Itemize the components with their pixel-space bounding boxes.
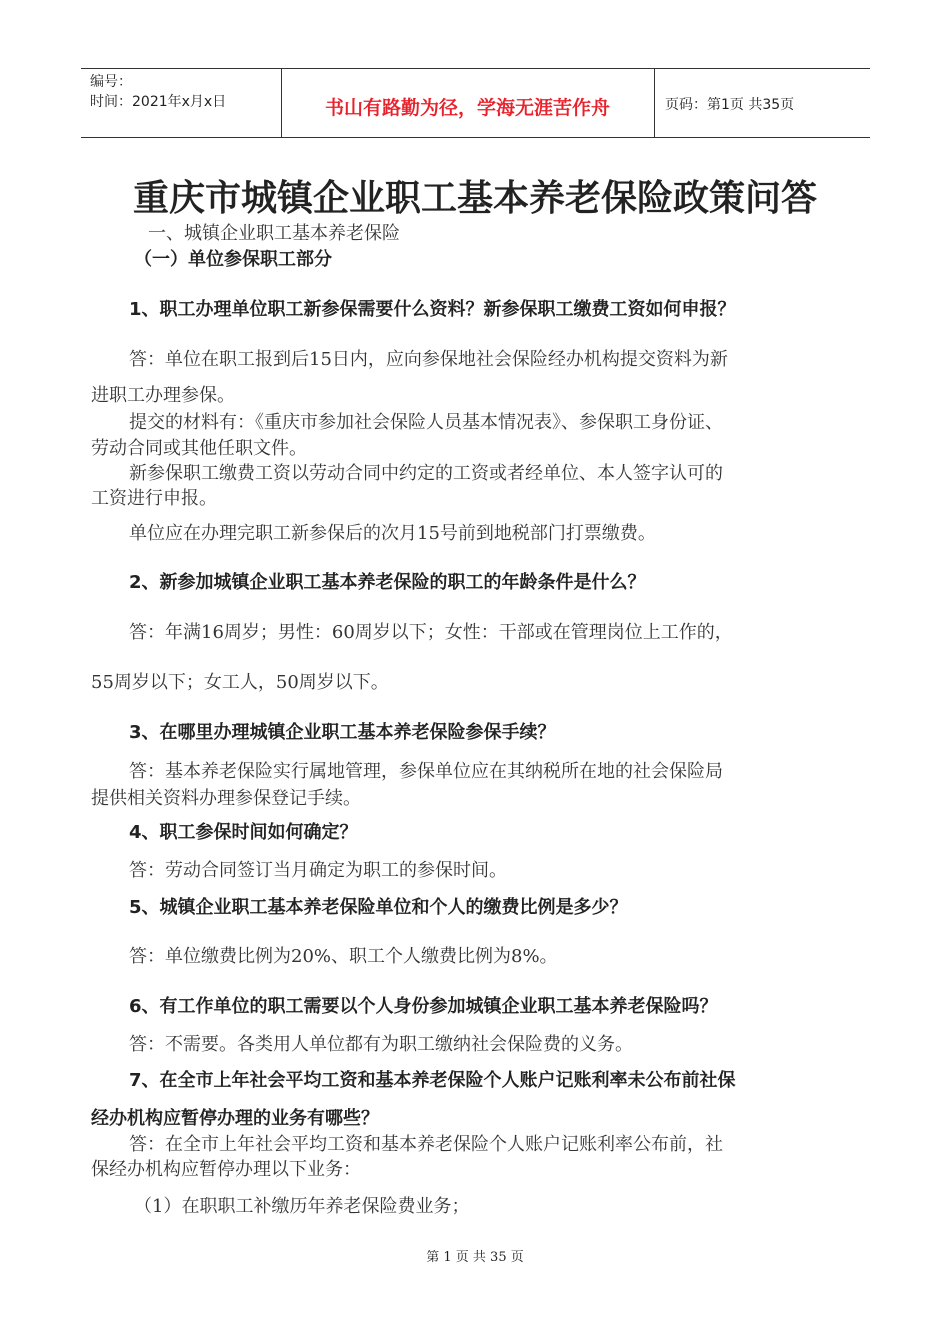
subsection-heading: （一）单位参保职工部分 [134, 249, 332, 270]
header-motto-cell [281, 69, 655, 137]
answer-line: 提供相关资料办理参保登记手续。 [91, 788, 361, 809]
answer-line: 答：单位缴费比例为20%、职工个人缴费比例为8%。 [129, 946, 558, 967]
answer-line: 答：不需要。各类用人单位都有为职工缴纳社会保险费的义务。 [129, 1034, 633, 1055]
question-1: 1、职工办理单位职工新参保需要什么资料？新参保职工缴费工资如何申报？ [129, 299, 736, 320]
header-info-cell [81, 69, 282, 137]
answer-line: 答：基本养老保险实行属地管理，参保单位应在其纳税所在地的社会保险局 [129, 761, 723, 782]
number-label: 编号： [90, 74, 132, 90]
answer-line: 单位应在办理完职工新参保后的次月15号前到地税部门打票缴费。 [129, 523, 656, 544]
question-6: 6、有工作单位的职工需要以个人身份参加城镇企业职工基本养老保险吗？ [129, 996, 718, 1017]
answer-line: 答：单位在职工报到后15日内，应向参保地社会保险经办机构提交资料为新 [129, 349, 728, 370]
question-5: 5、城镇企业职工基本养老保险单位和个人的缴费比例是多少？ [129, 897, 628, 918]
answer-line: 新参保职工缴费工资以劳动合同中约定的工资或者经单位、本人签字认可的 [129, 463, 723, 484]
page-label: 页码：第1页 共35页 [665, 97, 795, 113]
answer-line: 工资进行申报。 [91, 488, 217, 509]
answer-line: 答：劳动合同签订当月确定为职工的参保时间。 [129, 860, 507, 881]
section-heading: 一、城镇企业职工基本养老保险 [148, 223, 400, 244]
answer-line: 进职工办理参保。 [91, 385, 235, 406]
answer-line: 答：年满16周岁；男性：60周岁以下；女性：干部或在管理岗位上工作的， [129, 622, 733, 643]
answer-line: 提交的材料有：《重庆市参加社会保险人员基本情况表》、参保职工身份证、 [129, 412, 723, 433]
motto: 书山有路勤为径，学海无涯苦作舟 [324, 97, 610, 119]
answer-line: 保经办机构应暂停办理以下业务： [91, 1159, 361, 1180]
question-2: 2、新参加城镇企业职工基本养老保险的职工的年龄条件是什么？ [129, 572, 646, 593]
answer-line: 劳动合同或其他任职文件。 [91, 438, 307, 459]
question-7: 7、在全市上年社会平均工资和基本养老保险个人账户记账利率未公布前社保 [129, 1070, 736, 1091]
answer-line: 55周岁以下；女工人，50周岁以下。 [91, 672, 389, 693]
header-table [81, 68, 870, 138]
question-3: 3、在哪里办理城镇企业职工基本养老保险参保手续？ [129, 722, 556, 743]
question-4: 4、职工参保时间如何确定？ [129, 822, 358, 843]
page-footer: 第 1 页 共 35 页 [426, 1250, 524, 1265]
question-7-cont: 经办机构应暂停办理的业务有哪些？ [91, 1108, 379, 1129]
answer-line: 答：在全市上年社会平均工资和基本养老保险个人账户记账利率公布前，社 [129, 1134, 723, 1155]
time-label: 时间：2021年x月x日 [90, 94, 227, 110]
header-page-cell [655, 69, 870, 137]
answer-line: （1）在职职工补缴历年养老保险费业务； [134, 1196, 470, 1217]
page-title: 重庆市城镇企业职工基本养老保险政策问答 [132, 177, 817, 219]
